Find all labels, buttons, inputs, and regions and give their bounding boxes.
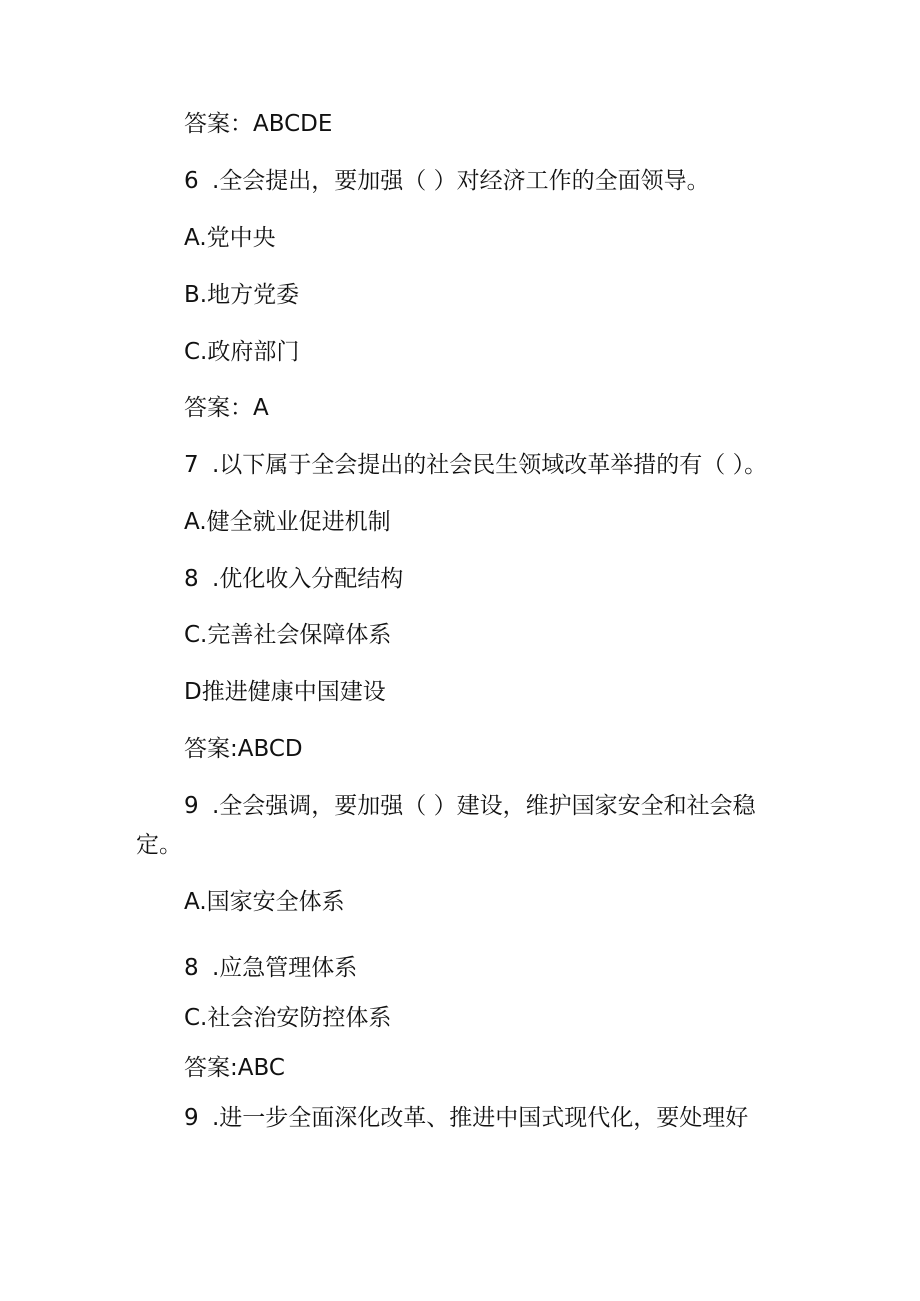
question-text: .全会强调，要加强（ ）建设，维护国家安全和社会稳 xyxy=(212,793,756,819)
question-number: 7 xyxy=(184,452,199,478)
option-line: C.完善社会保障体系 xyxy=(184,622,392,648)
option-line: D推进健康中国建设 xyxy=(184,679,386,705)
option-text: .优化收入分配结构 xyxy=(212,566,404,592)
question-continuation: 定。 xyxy=(136,832,182,858)
option-line xyxy=(0,562,920,596)
question-line xyxy=(0,789,920,823)
answer-line: 答案：A xyxy=(184,395,269,421)
question-line xyxy=(0,164,920,198)
answer-line: 答案:ABCD xyxy=(184,736,303,762)
option-line: C.政府部门 xyxy=(184,339,300,365)
question-text: .进一步全面深化改革、推进中国式现代化，要处理好 xyxy=(212,1105,749,1131)
question-number: 9 xyxy=(184,793,199,819)
option-number: 8 xyxy=(184,955,199,981)
option-line: A.国家安全体系 xyxy=(184,889,345,915)
option-line: B.地方党委 xyxy=(184,282,300,308)
question-line xyxy=(0,448,920,482)
option-line xyxy=(0,951,920,985)
option-text: .应急管理体系 xyxy=(212,955,358,981)
answer-line: 答案：ABCDE xyxy=(184,111,333,137)
option-line: A.健全就业促进机制 xyxy=(184,509,391,535)
answer-line: 答案:ABC xyxy=(184,1055,285,1081)
option-line: A.党中央 xyxy=(184,225,276,251)
option-number: 8 xyxy=(184,566,199,592)
question-text: .以下属于全会提出的社会民生领域改革举措的有（ ）。 xyxy=(212,452,768,478)
question-number: 6 xyxy=(184,168,199,194)
question-line xyxy=(0,1101,920,1135)
question-text: .全会提出，要加强（ ）对经济工作的全面领导。 xyxy=(212,168,710,194)
question-number: 9 xyxy=(184,1105,199,1131)
option-line: C.社会治安防控体系 xyxy=(184,1005,392,1031)
